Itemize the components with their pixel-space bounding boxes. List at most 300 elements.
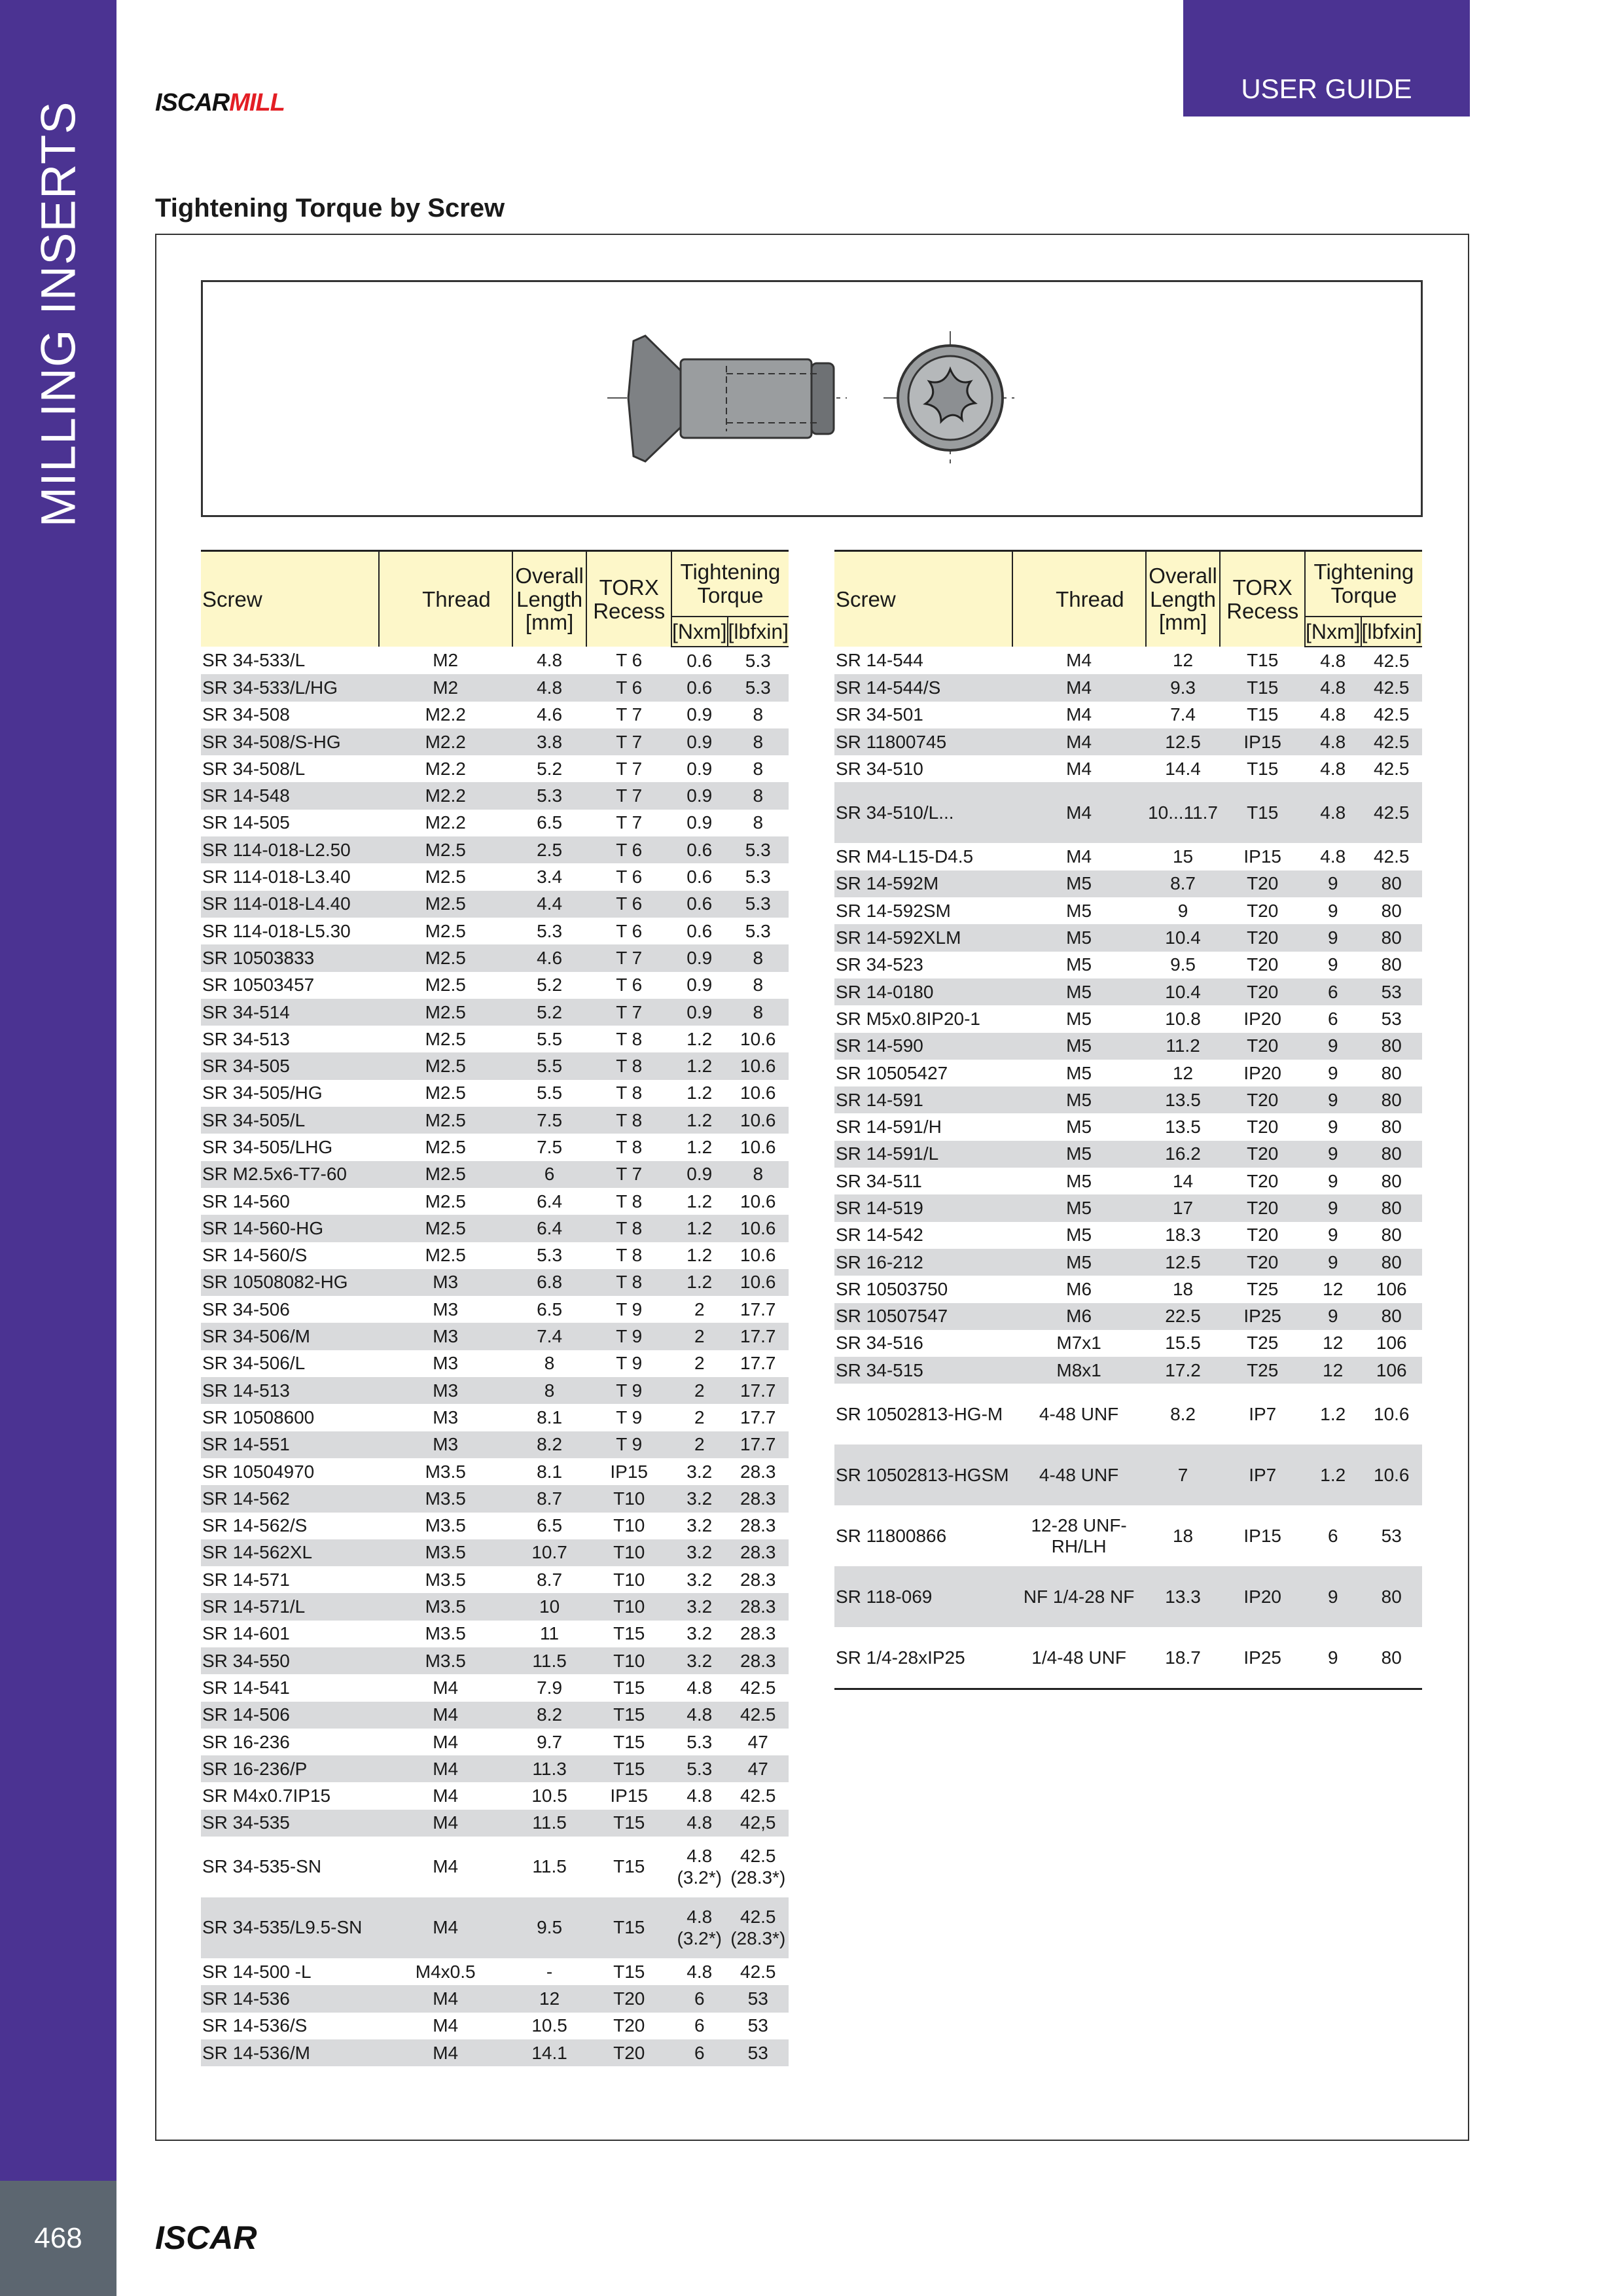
- cell-torx: IP15: [1220, 1505, 1305, 1566]
- cell-torque-nxm: 0.6: [671, 863, 728, 890]
- cell-length: 4.4: [512, 891, 587, 918]
- cell-torque-lbfxin: 5.3: [728, 891, 789, 918]
- cell-torque-lbfxin: 42.5: [728, 1702, 789, 1729]
- cell-thread: M2.2: [379, 782, 512, 809]
- cell-torque-lbfxin: 17.7: [728, 1431, 789, 1458]
- table-row: [201, 1782, 789, 1809]
- cell-torque-lbfxin: 5.3: [728, 918, 789, 944]
- iscar-mill-logo: [155, 89, 285, 117]
- table-row: [201, 1958, 789, 1985]
- user-guide-tab: USER GUIDE: [1183, 0, 1470, 117]
- cell-torque-nxm: 0.6: [671, 891, 728, 918]
- cell-length: 5.2: [512, 755, 587, 782]
- cell-thread: M4: [1012, 647, 1146, 674]
- table-row: [201, 1052, 789, 1079]
- cell-length: 10.8: [1146, 1005, 1221, 1032]
- cell-thread: M5: [1012, 1005, 1146, 1032]
- cell-torque-lbfxin: 47: [728, 1755, 789, 1782]
- cell-torx: T 7: [586, 810, 671, 836]
- cell-length: 5.5: [512, 1080, 587, 1107]
- cell-length: 6.5: [512, 1513, 587, 1539]
- cell-torque-lbfxin: 5.3: [728, 836, 789, 863]
- header-torque: Tightening Torque: [671, 551, 789, 617]
- cell-torque-lbfxin: 42.5: [1361, 674, 1422, 701]
- cell-screw: SR 34-508/S-HG: [201, 728, 379, 755]
- cell-screw: SR 10503457: [201, 972, 379, 999]
- cell-torque-nxm: 9: [1305, 1194, 1361, 1221]
- cell-length: 15.5: [1146, 1330, 1221, 1357]
- cell-length: 14: [1146, 1168, 1221, 1194]
- cell-torque-lbfxin: 42.5: [728, 1782, 789, 1809]
- cell-screw: SR 14-592M: [834, 870, 1012, 897]
- table-row: [201, 728, 789, 755]
- cell-screw: SR 14-560: [201, 1188, 379, 1215]
- cell-torx: T15: [1220, 702, 1305, 728]
- cell-screw: SR 34-535/L9.5-SN: [201, 1897, 379, 1958]
- cell-thread: M4: [379, 1729, 512, 1755]
- cell-torque-lbfxin: 28.3: [728, 1458, 789, 1485]
- table-row: [834, 1033, 1422, 1060]
- table-row: [834, 952, 1422, 978]
- cell-torque-nxm: 2: [671, 1296, 728, 1323]
- cell-torx: T 8: [586, 1215, 671, 1242]
- cell-length: 8: [512, 1350, 587, 1377]
- cell-screw: SR 10503750: [834, 1276, 1012, 1302]
- page-number: 468: [0, 2181, 116, 2296]
- cell-torx: T 9: [586, 1323, 671, 1350]
- cell-screw: SR 10507547: [834, 1303, 1012, 1330]
- cell-screw: SR 14-560/S: [201, 1242, 379, 1269]
- cell-torque-nxm: 9: [1305, 1060, 1361, 1086]
- cell-torx: T15: [586, 1674, 671, 1701]
- cell-torque-nxm: 6: [1305, 1005, 1361, 1032]
- table-row: [834, 1060, 1422, 1086]
- cell-torque-nxm: 1.2: [1305, 1444, 1361, 1505]
- cell-length: 5.2: [512, 999, 587, 1026]
- cell-thread: M5: [1012, 978, 1146, 1005]
- cell-torque-lbfxin: 10.6: [728, 1269, 789, 1296]
- cell-screw: SR 114-018-L5.30: [201, 918, 379, 944]
- cell-screw: SR 34-511: [834, 1168, 1012, 1194]
- cell-screw: SR 34-535: [201, 1810, 379, 1837]
- cell-thread: M5: [1012, 1222, 1146, 1249]
- cell-torque-nxm: 6: [1305, 978, 1361, 1005]
- cell-screw: SR 118-069: [834, 1566, 1012, 1627]
- cell-length: 10.4: [1146, 924, 1221, 951]
- table-row: [201, 1647, 789, 1674]
- cell-length: 6.8: [512, 1269, 587, 1296]
- cell-thread: M2.5: [379, 1242, 512, 1269]
- table-row: [201, 972, 789, 999]
- cell-torx: T 8: [586, 1107, 671, 1134]
- table-row: [201, 1431, 789, 1458]
- cell-torque-nxm: 4.8: [1305, 755, 1361, 782]
- cell-length: 10.5: [512, 2013, 587, 2039]
- cell-torque-lbfxin: 80: [1361, 1168, 1422, 1194]
- cell-length: 6.4: [512, 1215, 587, 1242]
- cell-torque-nxm: 5.3: [671, 1729, 728, 1755]
- table-row: [201, 1985, 789, 2012]
- cell-screw: SR 34-505/LHG: [201, 1134, 379, 1160]
- table-row: [834, 1444, 1422, 1505]
- cell-screw: SR 34-516: [834, 1330, 1012, 1357]
- cell-length: 7.5: [512, 1107, 587, 1134]
- cell-torque-lbfxin: 8: [728, 972, 789, 999]
- cell-thread: M4: [379, 1897, 512, 1958]
- table-row: [201, 2013, 789, 2039]
- cell-thread: M4: [379, 1837, 512, 1897]
- table-row: [201, 1621, 789, 1647]
- cell-torque-nxm: 9: [1305, 924, 1361, 951]
- table-row: [201, 1323, 789, 1350]
- cell-screw: SR 34-515: [834, 1357, 1012, 1384]
- cell-thread: M2.5: [379, 972, 512, 999]
- cell-screw: SR 14-536/S: [201, 2013, 379, 2039]
- cell-torx: T20: [586, 1985, 671, 2012]
- table-row: [834, 978, 1422, 1005]
- table-row: [834, 782, 1422, 843]
- cell-torque-nxm: 12: [1305, 1357, 1361, 1384]
- cell-length: 18.7: [1146, 1627, 1221, 1689]
- cell-torx: T10: [586, 1566, 671, 1593]
- cell-length: 12: [1146, 1060, 1221, 1086]
- cell-length: 14.4: [1146, 755, 1221, 782]
- cell-thread: M5: [1012, 1194, 1146, 1221]
- cell-thread: M7x1: [1012, 1330, 1146, 1357]
- cell-thread: M5: [1012, 1060, 1146, 1086]
- cell-torx: T20: [1220, 1222, 1305, 1249]
- cell-torque-lbfxin: 80: [1361, 1249, 1422, 1276]
- cell-screw: SR 14-592XLM: [834, 924, 1012, 951]
- cell-length: 10.4: [1146, 978, 1221, 1005]
- cell-thread: M2.5: [379, 918, 512, 944]
- cell-screw: SR 10503833: [201, 944, 379, 971]
- cell-thread: M4: [379, 1702, 512, 1729]
- cell-torque-lbfxin: 80: [1361, 1141, 1422, 1168]
- cell-torx: T 7: [586, 999, 671, 1026]
- cell-torx: T20: [1220, 978, 1305, 1005]
- cell-torque-nxm: 4.8: [1305, 843, 1361, 870]
- torque-table-right: [834, 550, 1422, 1690]
- cell-torque-lbfxin: 5.3: [728, 674, 789, 701]
- cell-torx: T 6: [586, 647, 671, 674]
- table-row: [201, 863, 789, 890]
- cell-screw: SR 11800866: [834, 1505, 1012, 1566]
- cell-torque-lbfxin: 53: [1361, 1505, 1422, 1566]
- cell-thread: M5: [1012, 870, 1146, 897]
- cell-torque-nxm: 0.9: [671, 999, 728, 1026]
- cell-torque-lbfxin: 17.7: [728, 1350, 789, 1377]
- cell-screw: SR 34-513: [201, 1026, 379, 1052]
- screw-illustration: [203, 282, 1421, 515]
- table-row: [201, 1107, 789, 1134]
- cell-torque-nxm: 1.2: [671, 1242, 728, 1269]
- cell-thread: M4: [1012, 674, 1146, 701]
- cell-torx: T15: [586, 1958, 671, 1985]
- cell-torque-lbfxin: 10.6: [1361, 1384, 1422, 1444]
- cell-thread: 4-48 UNF: [1012, 1444, 1146, 1505]
- cell-screw: SR 14-601: [201, 1621, 379, 1647]
- cell-screw: SR 14-590: [834, 1033, 1012, 1060]
- cell-screw: SR 34-510: [834, 755, 1012, 782]
- cell-screw: SR 14-562XL: [201, 1539, 379, 1566]
- cell-torque-nxm: 1.2: [671, 1269, 728, 1296]
- cell-thread: M4: [379, 2039, 512, 2066]
- cell-screw: SR 14-536/M: [201, 2039, 379, 2066]
- cell-screw: SR 14-551: [201, 1431, 379, 1458]
- cell-torx: T15: [1220, 674, 1305, 701]
- cell-thread: M3: [379, 1350, 512, 1377]
- cell-length: 13.5: [1146, 1113, 1221, 1140]
- cell-torque-nxm: 1.2: [671, 1026, 728, 1052]
- cell-torque-lbfxin: 17.7: [728, 1404, 789, 1431]
- cell-torque-lbfxin: 17.7: [728, 1323, 789, 1350]
- cell-torx: T 9: [586, 1431, 671, 1458]
- table-row: [834, 1113, 1422, 1140]
- table-row: [201, 836, 789, 863]
- cell-length: 18: [1146, 1505, 1221, 1566]
- cell-torque-nxm: 1.2: [671, 1080, 728, 1107]
- cell-torque-lbfxin: 80: [1361, 1194, 1422, 1221]
- cell-torque-nxm: 4.8: [1305, 647, 1361, 674]
- cell-torque-lbfxin: 17.7: [728, 1296, 789, 1323]
- header-lbfxin: [lbfxin]: [1361, 617, 1422, 647]
- cell-torx: T 7: [586, 728, 671, 755]
- cell-thread: M5: [1012, 1033, 1146, 1060]
- cell-screw: SR 34-523: [834, 952, 1012, 978]
- cell-torque-nxm: 3.2: [671, 1593, 728, 1620]
- cell-torx: T15: [586, 1729, 671, 1755]
- cell-torx: T15: [1220, 647, 1305, 674]
- cell-torque-lbfxin: 10.6: [728, 1026, 789, 1052]
- cell-torx: IP15: [1220, 843, 1305, 870]
- cell-length: 10...11.7: [1146, 782, 1221, 843]
- table-row: [201, 2039, 789, 2066]
- cell-screw: SR 10505427: [834, 1060, 1012, 1086]
- section-title: Tightening Torque by Screw: [155, 194, 505, 223]
- cell-torx: T15: [586, 1837, 671, 1897]
- cell-thread: M2.5: [379, 944, 512, 971]
- cell-length: 7.4: [1146, 702, 1221, 728]
- cell-thread: M5: [1012, 924, 1146, 951]
- cell-length: 11.3: [512, 1755, 587, 1782]
- cell-torque-nxm: 0.9: [671, 972, 728, 999]
- cell-length: 18.3: [1146, 1222, 1221, 1249]
- cell-torx: T 9: [586, 1296, 671, 1323]
- cell-torque-lbfxin: 8: [728, 944, 789, 971]
- cell-length: 5.2: [512, 972, 587, 999]
- cell-torque-nxm: 4.8 (3.2*): [671, 1837, 728, 1897]
- cell-length: 12.5: [1146, 728, 1221, 755]
- cell-screw: SR 16-236/P: [201, 1755, 379, 1782]
- table-row: [834, 1303, 1422, 1330]
- table-row: [201, 674, 789, 701]
- table-row: [201, 1458, 789, 1485]
- table-row: [201, 1539, 789, 1566]
- cell-length: 7.4: [512, 1323, 587, 1350]
- table-row: [834, 1005, 1422, 1032]
- cell-torque-nxm: 4.8: [671, 1702, 728, 1729]
- cell-length: 11.5: [512, 1810, 587, 1837]
- cell-thread: M2.2: [379, 810, 512, 836]
- cell-torque-nxm: 12: [1305, 1330, 1361, 1357]
- cell-screw: SR 34-550: [201, 1647, 379, 1674]
- cell-torque-nxm: 6: [1305, 1505, 1361, 1566]
- cell-torx: T15: [586, 1621, 671, 1647]
- cell-screw: SR 14-591/H: [834, 1113, 1012, 1140]
- cell-length: 8: [512, 1377, 587, 1404]
- cell-length: 9.5: [512, 1897, 587, 1958]
- cell-torque-nxm: 1.2: [1305, 1384, 1361, 1444]
- cell-torx: T 8: [586, 1188, 671, 1215]
- cell-screw: SR 10508082-HG: [201, 1269, 379, 1296]
- cell-torque-lbfxin: 17.7: [728, 1377, 789, 1404]
- cell-torque-lbfxin: 42.5: [728, 1958, 789, 1985]
- cell-torque-lbfxin: 10.6: [728, 1080, 789, 1107]
- cell-thread: M5: [1012, 1086, 1146, 1113]
- table-row: [834, 1566, 1422, 1627]
- cell-length: 8.1: [512, 1404, 587, 1431]
- cell-torx: T20: [1220, 1194, 1305, 1221]
- cell-screw: SR 10502813-HG-M: [834, 1384, 1012, 1444]
- cell-torque-nxm: 4.8 (3.2*): [671, 1897, 728, 1958]
- cell-torx: T20: [1220, 1141, 1305, 1168]
- cell-screw: SR 114-018-L4.40: [201, 891, 379, 918]
- cell-torque-lbfxin: 80: [1361, 924, 1422, 951]
- cell-torx: T15: [1220, 782, 1305, 843]
- cell-torque-nxm: 1.2: [671, 1107, 728, 1134]
- cell-thread: M5: [1012, 1249, 1146, 1276]
- table-row: [201, 1134, 789, 1160]
- cell-torx: IP25: [1220, 1303, 1305, 1330]
- cell-torque-lbfxin: 53: [728, 1985, 789, 2012]
- cell-length: 15: [1146, 843, 1221, 870]
- header-length: Overall Length [mm]: [1146, 551, 1221, 647]
- cell-torque-nxm: 0.6: [671, 836, 728, 863]
- cell-thread: 1/4-48 UNF: [1012, 1627, 1146, 1689]
- cell-screw: SR 1/4-28xIP25: [834, 1627, 1012, 1689]
- header-torx: TORX Recess: [586, 551, 671, 647]
- cell-screw: SR 14-500 -L: [201, 1958, 379, 1985]
- table-row: [201, 1702, 789, 1729]
- cell-torque-lbfxin: 8: [728, 999, 789, 1026]
- cell-torque-lbfxin: 10.6: [728, 1188, 789, 1215]
- cell-screw: SR 14-505: [201, 810, 379, 836]
- cell-torque-lbfxin: 8: [728, 728, 789, 755]
- cell-thread: M5: [1012, 1113, 1146, 1140]
- cell-torque-lbfxin: 28.3: [728, 1566, 789, 1593]
- cell-torque-lbfxin: 80: [1361, 952, 1422, 978]
- cell-torque-lbfxin: 28.3: [728, 1593, 789, 1620]
- cell-length: 9.5: [1146, 952, 1221, 978]
- cell-length: 11.5: [512, 1647, 587, 1674]
- cell-length: -: [512, 1958, 587, 1985]
- cell-screw: SR 14-548: [201, 782, 379, 809]
- table-row: [834, 1384, 1422, 1444]
- table-row: [834, 647, 1422, 674]
- cell-torx: IP20: [1220, 1060, 1305, 1086]
- cell-length: 13.3: [1146, 1566, 1221, 1627]
- cell-torque-lbfxin: 106: [1361, 1357, 1422, 1384]
- cell-screw: SR 11800745: [834, 728, 1012, 755]
- cell-length: 8.1: [512, 1458, 587, 1485]
- table-row: [201, 810, 789, 836]
- cell-torque-nxm: 9: [1305, 1566, 1361, 1627]
- logo-part-mill: MILL: [229, 89, 285, 117]
- cell-torx: T20: [1220, 1033, 1305, 1060]
- logo-part-iscar: ISCAR: [155, 89, 230, 117]
- cell-torx: T 6: [586, 918, 671, 944]
- cell-torque-nxm: 1.2: [671, 1134, 728, 1160]
- cell-screw: SR 14-591: [834, 1086, 1012, 1113]
- table-row: [201, 944, 789, 971]
- cell-screw: SR 114-018-L2.50: [201, 836, 379, 863]
- cell-torque-lbfxin: 53: [1361, 1005, 1422, 1032]
- table-row: [834, 1141, 1422, 1168]
- cell-screw: SR 34-533/L/HG: [201, 674, 379, 701]
- cell-thread: M2.5: [379, 1161, 512, 1188]
- cell-screw: SR M2.5x6-T7-60: [201, 1161, 379, 1188]
- cell-torque-nxm: 2: [671, 1323, 728, 1350]
- cell-length: 17.2: [1146, 1357, 1221, 1384]
- table-row: [201, 1296, 789, 1323]
- cell-length: 17: [1146, 1194, 1221, 1221]
- cell-thread: M3: [379, 1431, 512, 1458]
- cell-torque-nxm: 4.8: [671, 1810, 728, 1837]
- cell-torque-nxm: 0.9: [671, 728, 728, 755]
- table-row: [834, 843, 1422, 870]
- cell-torx: IP25: [1220, 1627, 1305, 1689]
- cell-screw: SR 14-544: [834, 647, 1012, 674]
- table-row: [201, 1242, 789, 1269]
- cell-torx: T 6: [586, 972, 671, 999]
- cell-length: 11: [512, 1621, 587, 1647]
- cell-length: 3.8: [512, 728, 587, 755]
- table-row: [201, 918, 789, 944]
- cell-torque-lbfxin: 42.5: [1361, 755, 1422, 782]
- table-row: [201, 1188, 789, 1215]
- cell-thread: M3.5: [379, 1621, 512, 1647]
- cell-length: 2.5: [512, 836, 587, 863]
- header-screw: Screw: [201, 551, 379, 647]
- cell-thread: M2.5: [379, 1080, 512, 1107]
- cell-thread: M2.5: [379, 1215, 512, 1242]
- cell-screw: SR 34-510/L...: [834, 782, 1012, 843]
- cell-torque-lbfxin: 42.5 (28.3*): [728, 1897, 789, 1958]
- cell-length: 13.5: [1146, 1086, 1221, 1113]
- header-nxm: [Nxm]: [671, 617, 728, 647]
- table-row: [834, 1276, 1422, 1302]
- cell-torx: T 7: [586, 1161, 671, 1188]
- cell-torx: IP15: [1220, 728, 1305, 755]
- table-row: [201, 1080, 789, 1107]
- cell-length: 8.2: [512, 1431, 587, 1458]
- cell-length: 14.1: [512, 2039, 587, 2066]
- cell-thread: M3.5: [379, 1539, 512, 1566]
- table-row: [834, 1357, 1422, 1384]
- cell-torx: T20: [1220, 1249, 1305, 1276]
- cell-torque-nxm: 9: [1305, 1033, 1361, 1060]
- right-table-body: [834, 647, 1422, 1689]
- cell-length: 12: [1146, 647, 1221, 674]
- cell-screw: SR 34-535-SN: [201, 1837, 379, 1897]
- table-row: [834, 1330, 1422, 1357]
- cell-torx: T15: [1220, 755, 1305, 782]
- cell-thread: M3.5: [379, 1566, 512, 1593]
- cell-screw: SR 10502813-HGSM: [834, 1444, 1012, 1505]
- table-row: [201, 1350, 789, 1377]
- cell-torque-lbfxin: 53: [1361, 978, 1422, 1005]
